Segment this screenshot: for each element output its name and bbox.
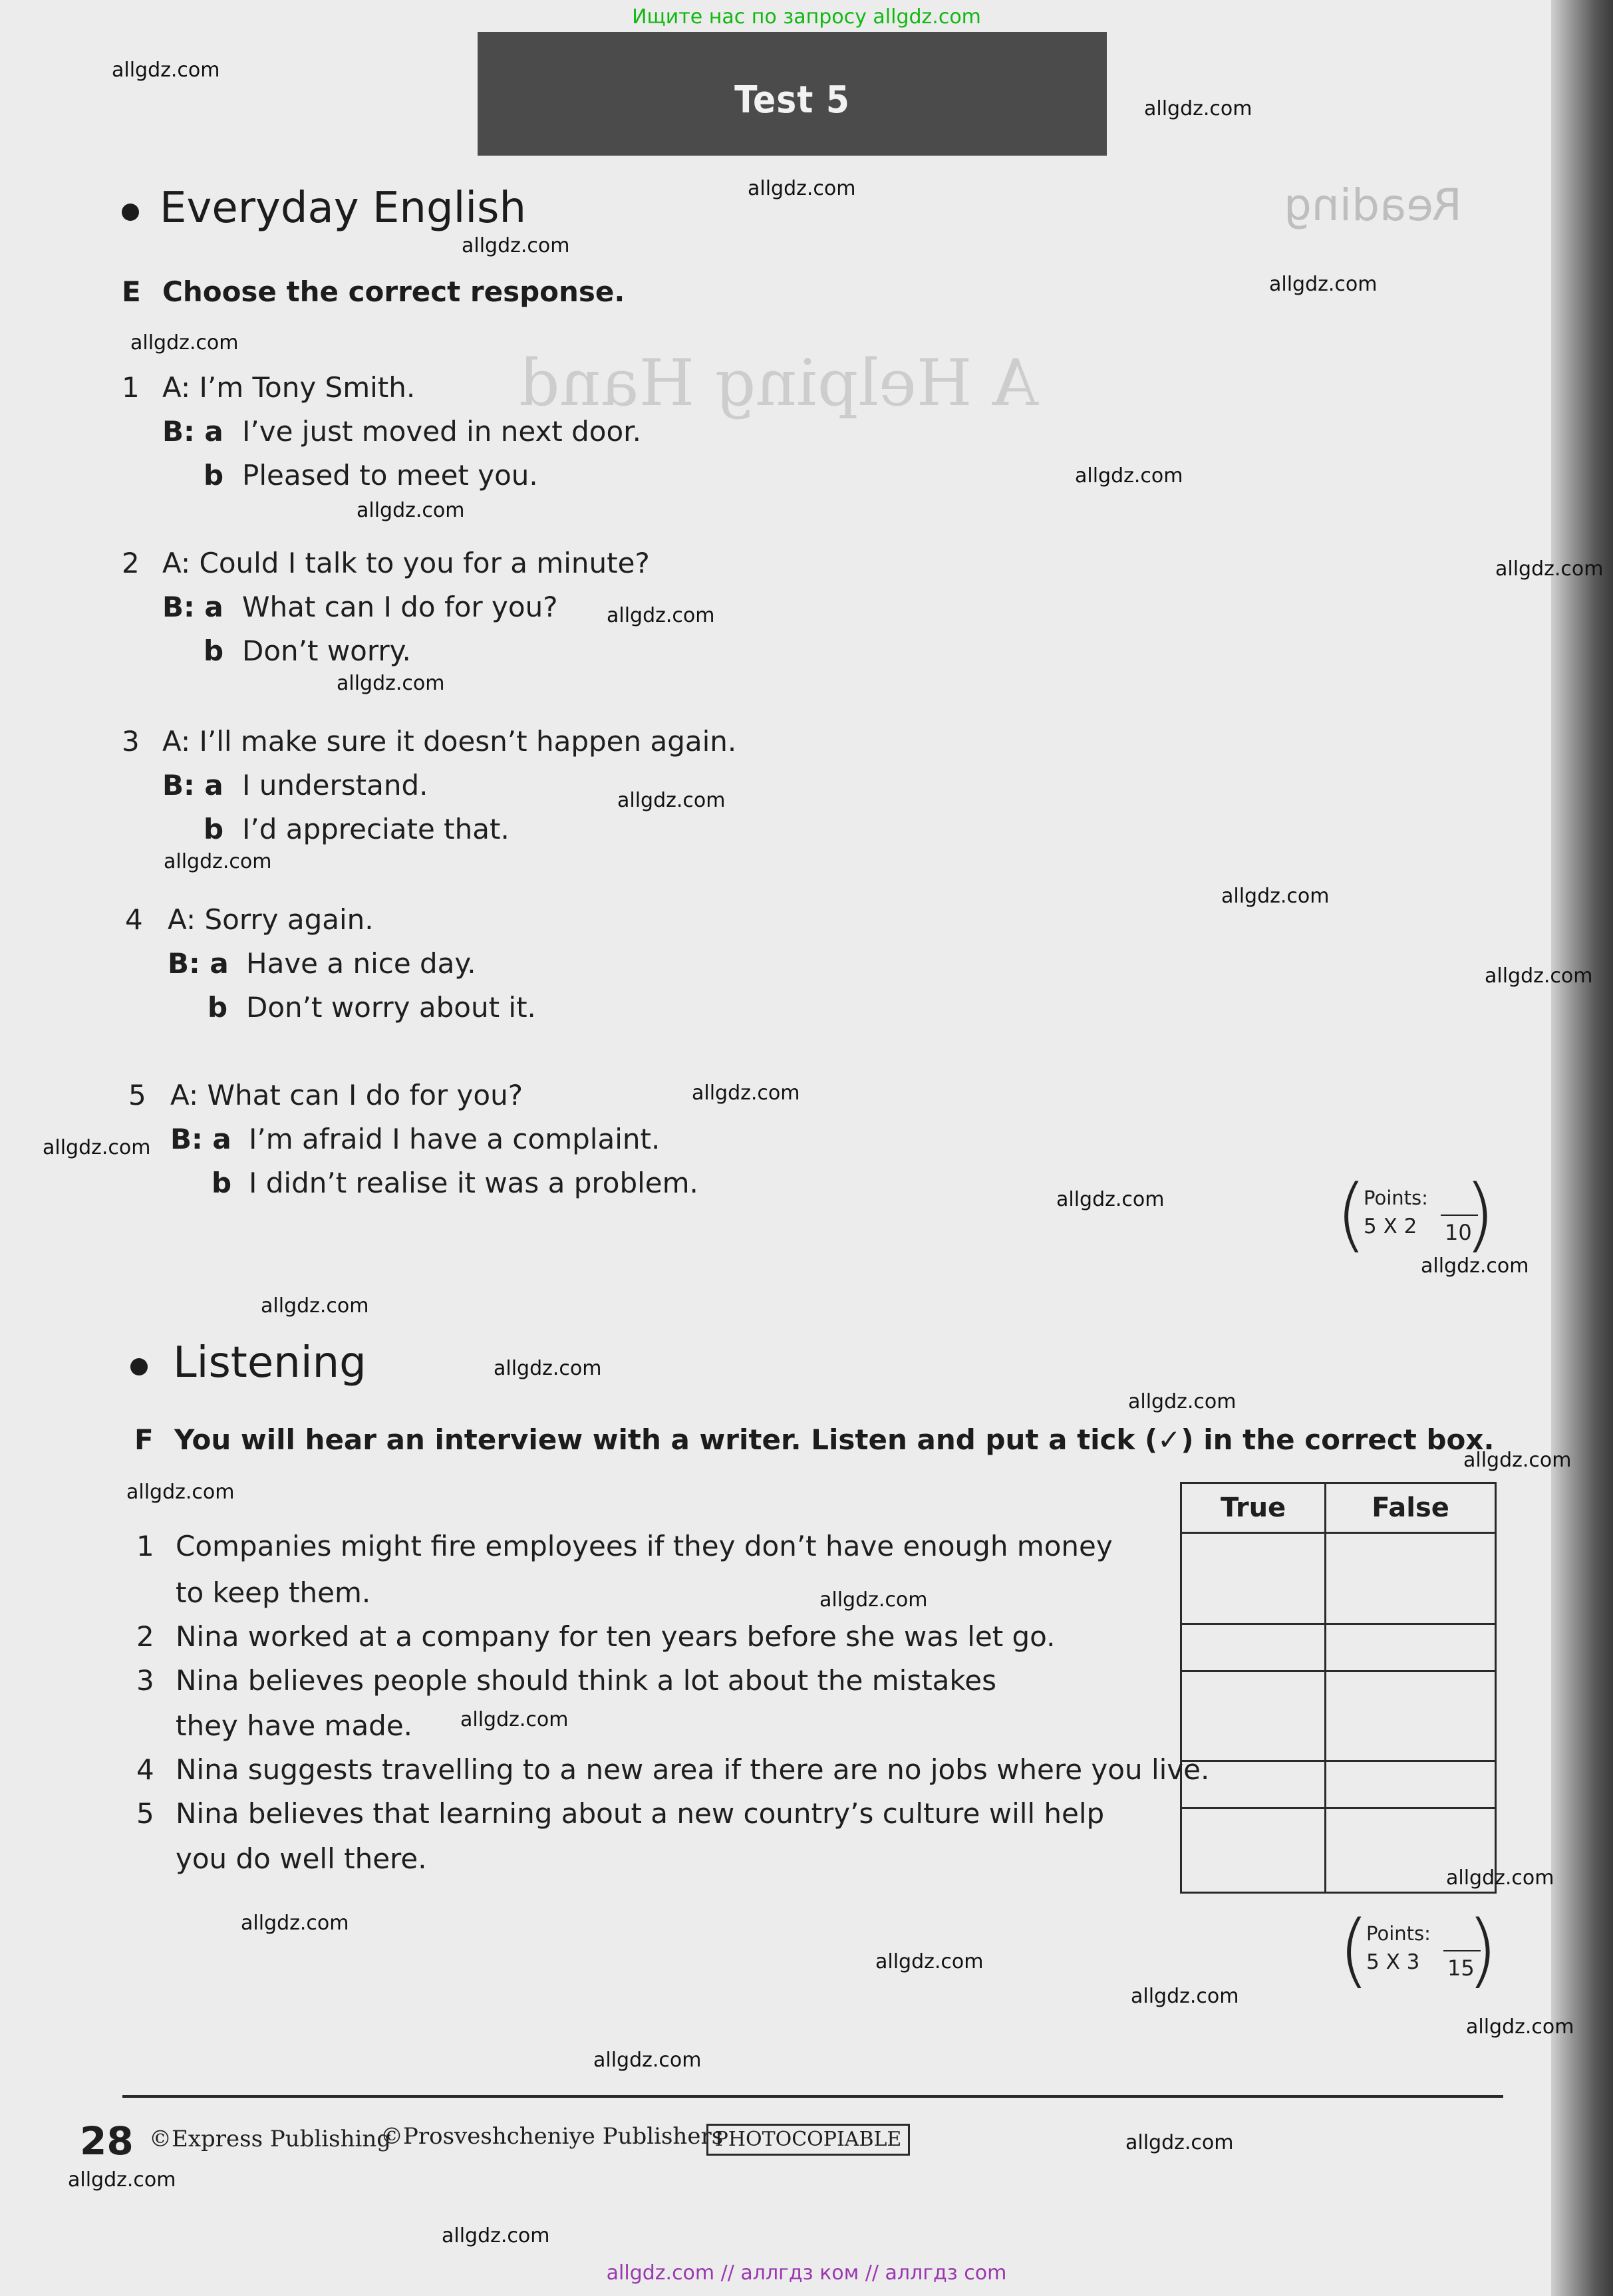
everyday-item-b1: What can I do for you? — [242, 591, 558, 623]
points-box-e — [1336, 1169, 1495, 1261]
points-box-f — [1338, 1904, 1498, 1997]
listening-item-line1: Nina suggests travelling to a new area if there are no jobs where you live. — [176, 1753, 1210, 1786]
listening-item-line2: to keep them. — [176, 1576, 371, 1609]
listening-item-number: 2 — [136, 1620, 154, 1653]
everyday-item-b2-letter: b — [204, 813, 224, 845]
points-multiplier: 5 X 2 — [1364, 1215, 1417, 1238]
points-label: Points: — [1364, 1187, 1428, 1209]
points-max: 15 — [1447, 1955, 1475, 1981]
false-checkbox-2[interactable] — [1326, 1624, 1496, 1671]
true-checkbox-5[interactable] — [1181, 1808, 1326, 1893]
everyday-item-b1-letter: B: a — [162, 769, 223, 801]
everyday-item-b2: Don’t worry. — [242, 635, 411, 667]
watermark: allgdz.com — [1421, 1254, 1529, 1278]
everyday-item-b2: I’d appreciate that. — [242, 813, 510, 845]
everyday-item-b2-letter: b — [204, 459, 224, 492]
listening-item-number: 3 — [136, 1664, 154, 1697]
everyday-item-number: 5 — [128, 1079, 146, 1111]
watermark: allgdz.com — [357, 499, 465, 522]
everyday-item-number: 3 — [122, 725, 140, 758]
points-label: Points: — [1366, 1922, 1431, 1945]
watermark: allgdz.com — [1128, 1390, 1237, 1413]
everyday-item-b1: I understand. — [242, 769, 428, 801]
listening-item-line1: Companies might fire employees if they don’t have enough money — [176, 1530, 1113, 1562]
paren-right-icon: ) — [1467, 1904, 1498, 1997]
page-edge-shadow — [1551, 0, 1613, 2296]
watermark: allgdz.com — [1221, 885, 1330, 908]
everyday-item-b2-letter: b — [212, 1167, 232, 1199]
watermark: allgdz.com — [130, 331, 239, 355]
footer-rule — [122, 2095, 1503, 2098]
watermark: allgdz.com — [1446, 1866, 1554, 1890]
watermark: allgdz.com — [1056, 1188, 1165, 1211]
everyday-item-b1: Have a nice day. — [246, 947, 476, 980]
watermark: allgdz.com — [819, 1588, 928, 1612]
everyday-item-a: A: I’m Tony Smith. — [162, 371, 416, 404]
watermark: allgdz.com — [43, 1136, 151, 1159]
bleed-reading: Reading — [1284, 180, 1462, 231]
everyday-item-b1-letter: B: a — [168, 947, 229, 980]
true-checkbox-2[interactable] — [1181, 1624, 1326, 1671]
task-e-instruction: Choose the correct response. — [162, 275, 625, 308]
everyday-item-number: 2 — [122, 547, 140, 579]
publisher-prosveshcheniye: ©Prosveshcheniye Publishers — [380, 2123, 724, 2150]
watermark: allgdz.com — [462, 234, 570, 257]
paren-right-icon: ) — [1464, 1169, 1495, 1261]
watermark: allgdz.com — [261, 1294, 369, 1318]
watermark: allgdz.com — [164, 850, 272, 873]
listening-item-number: 1 — [136, 1530, 154, 1562]
watermark: allgdz.com — [494, 1357, 602, 1380]
col-true-header: True — [1181, 1483, 1326, 1533]
watermark: allgdz.com — [460, 1708, 569, 1731]
paren-left-icon: ( — [1336, 1169, 1367, 1261]
listening-item-line2: you do well there. — [176, 1842, 427, 1875]
false-checkbox-3[interactable] — [1326, 1671, 1496, 1761]
watermark: allgdz.com — [692, 1081, 800, 1105]
true-checkbox-1[interactable] — [1181, 1533, 1326, 1624]
everyday-item-a: A: Sorry again. — [168, 903, 374, 936]
task-f-instruction: You will hear an interview with a writer. Listen and put a tick (✓) in the correct box. — [174, 1423, 1495, 1456]
listening-item-line2: they have made. — [176, 1709, 413, 1742]
watermark: allgdz.com — [617, 789, 726, 812]
everyday-item-b2: I didn’t realise it was a problem. — [249, 1167, 698, 1199]
col-false-header: False — [1326, 1483, 1496, 1533]
everyday-item-b1-letter: B: a — [162, 591, 223, 623]
false-checkbox-4[interactable] — [1326, 1761, 1496, 1808]
watermark: allgdz.com — [442, 2224, 550, 2247]
watermark: allgdz.com — [241, 1912, 349, 1935]
watermark: allgdz.com — [1463, 1449, 1572, 1472]
watermark: allgdz.com — [126, 1481, 235, 1504]
listening-item-line1: Nina believes that learning about a new country’s culture will help — [176, 1797, 1105, 1830]
true-false-table — [1180, 1482, 1497, 1894]
listening-title: Listening — [173, 1338, 367, 1387]
false-checkbox-1[interactable] — [1326, 1533, 1496, 1624]
bottom-banner[interactable]: allgdz.com // аллгдз ком // аллгдз com — [606, 2261, 1007, 2285]
listening-item-line1: Nina believes people should think a lot about the mistakes — [176, 1664, 996, 1697]
task-e-letter: E — [122, 275, 141, 308]
everyday-item-number: 1 — [122, 371, 140, 404]
page-number: 28 — [80, 2118, 134, 2164]
watermark: allgdz.com — [1144, 97, 1252, 120]
everyday-item-b1: I’ve just moved in next door. — [242, 415, 641, 448]
publisher-express: ©Express Publishing — [149, 2126, 392, 2152]
watermark: allgdz.com — [1495, 557, 1604, 581]
listening-item-number: 4 — [136, 1753, 154, 1786]
everyday-english-title: Everyday English — [160, 184, 527, 233]
everyday-item-b2-letter: b — [204, 635, 224, 667]
true-checkbox-3[interactable] — [1181, 1671, 1326, 1761]
listening-item-line1: Nina worked at a company for ten years before she was let go. — [176, 1620, 1056, 1653]
everyday-item-b1-letter: B: a — [162, 415, 223, 448]
bleed-helping-hand: A Helping Hand — [519, 346, 1039, 420]
everyday-item-number: 4 — [125, 903, 143, 936]
everyday-item-a: A: What can I do for you? — [170, 1079, 523, 1111]
everyday-item-b1: I’m afraid I have a complaint. — [249, 1123, 660, 1155]
watermark: allgdz.com — [112, 59, 220, 82]
watermark: allgdz.com — [607, 604, 715, 627]
watermark: allgdz.com — [748, 177, 856, 200]
top-banner[interactable]: Ищите нас по запросу allgdz.com — [632, 5, 981, 29]
photocopiable-badge: PHOTOCOPIABLE — [706, 2124, 910, 2156]
watermark: allgdz.com — [1125, 2131, 1234, 2154]
task-f-letter: F — [134, 1423, 154, 1456]
listening-item-number: 5 — [136, 1797, 154, 1830]
watermark: allgdz.com — [1075, 464, 1183, 488]
watermark: allgdz.com — [1131, 1985, 1239, 2008]
watermark: allgdz.com — [68, 2168, 176, 2192]
test-title: Test 5 — [734, 78, 850, 122]
watermark: allgdz.com — [875, 1950, 984, 1973]
everyday-item-a: A: I’ll make sure it doesn’t happen again. — [162, 725, 737, 758]
paren-left-icon: ( — [1338, 1904, 1370, 1997]
bullet-icon — [122, 204, 139, 221]
everyday-item-b2-letter: b — [208, 991, 228, 1024]
points-max: 10 — [1445, 1220, 1472, 1245]
points-multiplier: 5 X 3 — [1366, 1950, 1420, 1974]
watermark: allgdz.com — [1466, 2015, 1574, 2039]
bullet-icon — [130, 1358, 148, 1375]
watermark: allgdz.com — [1269, 273, 1378, 296]
everyday-item-b2: Don’t worry about it. — [246, 991, 536, 1024]
watermark: allgdz.com — [1485, 964, 1593, 988]
everyday-item-a: A: Could I talk to you for a minute? — [162, 547, 650, 579]
watermark: allgdz.com — [337, 672, 445, 695]
everyday-item-b2: Pleased to meet you. — [242, 459, 538, 492]
everyday-item-b1-letter: B: a — [170, 1123, 231, 1155]
watermark: allgdz.com — [593, 2049, 702, 2072]
